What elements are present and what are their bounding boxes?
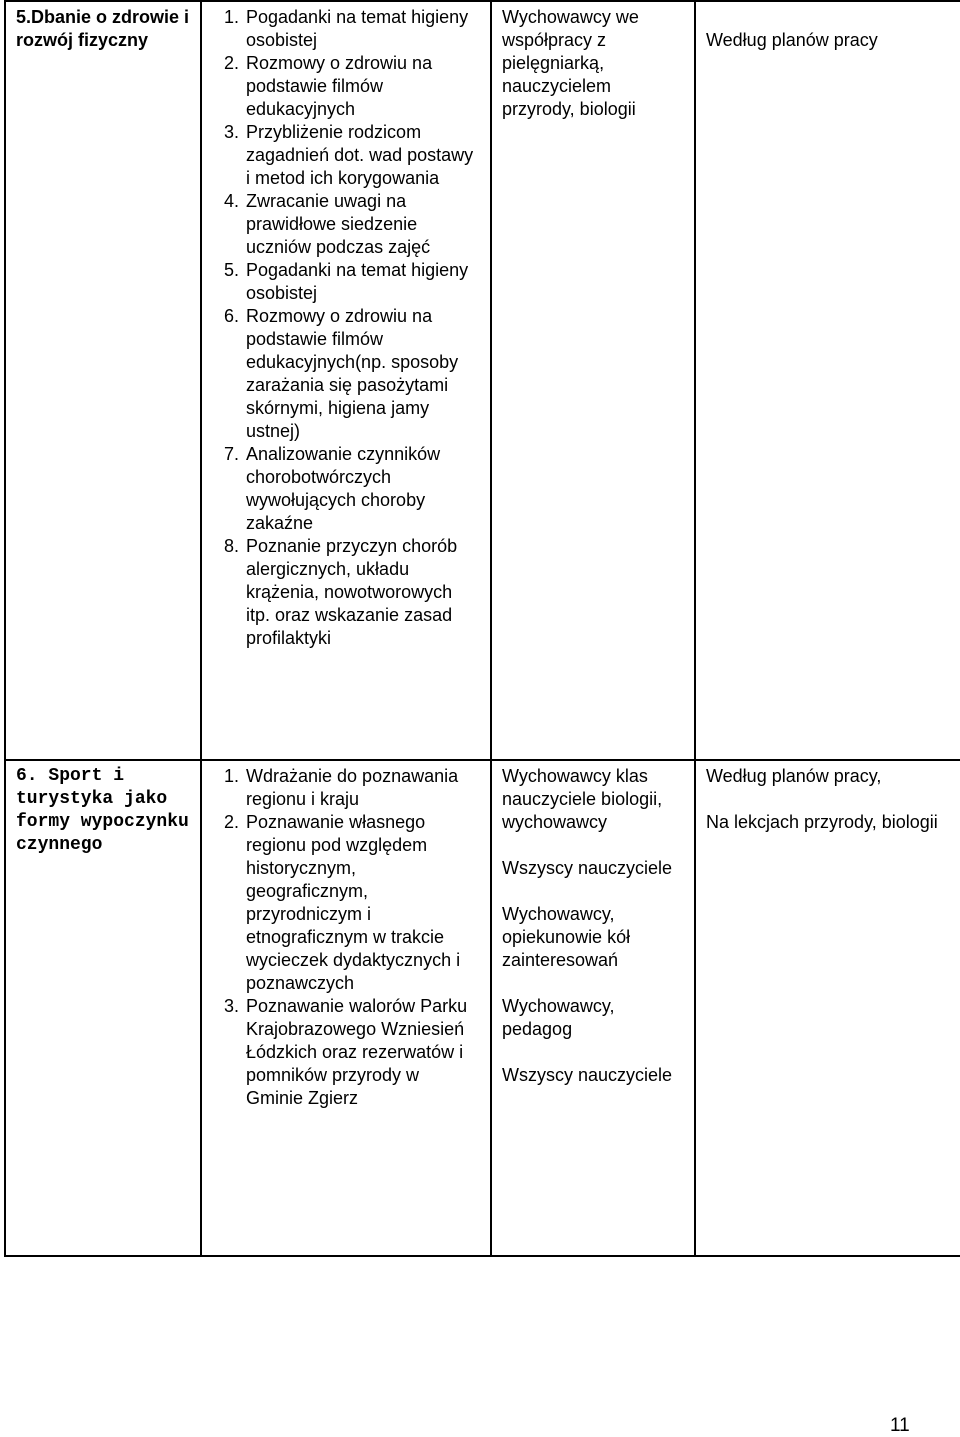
tasks-list (212, 765, 480, 1110)
responsible-text: Wszyscy nauczyciele (502, 858, 673, 878)
list-item: 2. Poznawanie własnego regionu pod względem historycznym, geograficznym, przyrodniczym i etnograficznym w trakcie wycieczek dydaktycznych i poznawczych (244, 811, 480, 995)
plan-table (4, 0, 960, 1257)
timing-text: Według planów pracy, (706, 766, 882, 786)
list-item: 5. Pogadanki na temat higieny osobistej (244, 259, 480, 305)
responsible-text: Wychowawcy klas nauczyciele biologii, wychowawcy (502, 766, 663, 832)
list-item: 2. Rozmowy o zdrowiu na podstawie filmów edukacyjnych (244, 52, 480, 121)
timing-text: Na lekcjach przyrody, biologii (706, 812, 938, 832)
tasks-list (212, 6, 480, 650)
area-label: 5.Dbanie o zdrowie i rozwój fizyczny (16, 7, 190, 50)
timing-text: Według planów pracy (706, 30, 878, 50)
area-cell (5, 760, 201, 1256)
timing-cell (695, 1, 960, 760)
area-label: 6. Sport i turystyka jako formy wypoczynku czynnego (16, 766, 189, 855)
tasks-cell (201, 760, 491, 1256)
responsible-text: Wychowawcy, pedagog (502, 996, 615, 1039)
responsible-text: Wszyscy nauczyciele (502, 1065, 673, 1085)
timing-cell (695, 760, 960, 1256)
list-item: 3. Poznawanie walorów Parku Krajobrazowego Wzniesień Łódzkich oraz rezerwatów i pomników przyrody w Gminie Zgierz (244, 995, 480, 1110)
responsible-cell (491, 760, 695, 1256)
tasks-cell (201, 1, 491, 760)
list-item: 8. Poznanie przyczyn chorób alergicznych, układu krążenia, nowotworowych itp. oraz wskazanie zasad profilaktyki (244, 535, 480, 650)
area-cell (5, 1, 201, 760)
responsible-cell (491, 1, 695, 760)
list-item: 7. Analizowanie czynników chorobotwórczych wywołujących choroby zakaźne (244, 443, 480, 535)
list-item: 1. Wdrażanie do poznawania regionu i kraju (244, 765, 480, 811)
responsible-text: Wychowawcy, opiekunowie kół zainteresowań (502, 904, 631, 970)
list-item: 3. Przybliżenie rodzicom zagadnień dot. wad postawy i metod ich korygowania (244, 121, 480, 190)
list-item: 1. Pogadanki na temat higieny osobistej (244, 6, 480, 52)
list-item: 6. Rozmowy o zdrowiu na podstawie filmów edukacyjnych(np. sposoby zarażania się pasożytami skórnymi, higiena jamy ustnej) (244, 305, 480, 443)
responsible-text: Wychowawcy we współpracy z pielęgniarką, nauczycielem przyrody, biologii (502, 7, 639, 119)
page-number: 11 (890, 1415, 910, 1436)
table-row (5, 1, 960, 760)
table-row (5, 760, 960, 1256)
list-item: 4. Zwracanie uwagi na prawidłowe siedzenie uczniów podczas zajęć (244, 190, 480, 259)
